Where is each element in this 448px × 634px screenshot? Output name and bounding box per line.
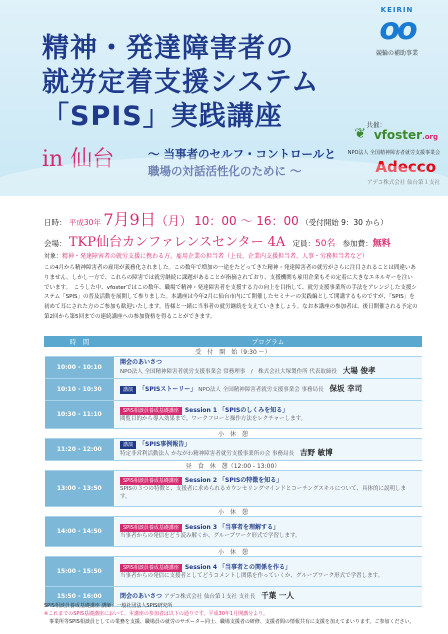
- session-2: SPIS相談員養成基礎講座 Session 2 「SPISの特徴を知る」 SPISの３つの特徴と、支援者に求められるカウンセリングマインドとコーチングスキルについて、具体的に説明します。: [115, 471, 422, 507]
- title-line-1: 精神・発達障害者の: [42, 33, 294, 64]
- program-table: [44, 336, 422, 607]
- event-time: 10：00 ～ 16：00: [194, 214, 299, 228]
- footer-note-1: ※これまでのSPIS基礎講座において、本講座の参加者は以下の通りです。平成30年1月開講分より。: [44, 611, 269, 617]
- keirin-sponsor: [356, 6, 438, 57]
- adecco-logo: Adecco: [375, 158, 436, 176]
- col-program: プログラム: [115, 337, 422, 347]
- table-row: 15:00 - 15:50 SPIS相談員養成基礎講座 Session 4 「当事者との関係を作る」 当事者からの発信に支援者としてどうコメントし関係を作っていくか、グループワーク形式で学習します。: [45, 557, 422, 587]
- location-title: in 仙台: [42, 147, 115, 172]
- reception-row: 受 付 開 始（9:30 ～）: [45, 347, 422, 357]
- vfoster-logo: vfoster.org: [373, 128, 438, 142]
- table-row: [45, 347, 422, 357]
- opening-item: 開会のあいさつ NPO法人 全国精神障害者就労支援事業会 常務理事 / 株式会社大塚製作所 代表取締役 大場 俊孝: [115, 357, 422, 379]
- event-venue-row: 会場： TKP仙台カンファレンスセンター 4A 定員：50名 参加費：無料: [44, 235, 391, 250]
- keirin-ring-icon: oo: [379, 12, 415, 47]
- subtitle-line-1: ～ 当事者のセルフ・コントロールと: [148, 147, 336, 161]
- table-row: 小 休 憩: [45, 507, 422, 517]
- adecco-caption: アデコ株式会社 仙台第１支社: [366, 180, 440, 186]
- col-time: 時 間: [45, 337, 115, 347]
- event-datetime: 日時： 平成30年 7月9日（月） 10：00 ～ 16：00 （受付開始 9：30 から）: [44, 210, 388, 229]
- table-row: 15:50 - 16:00 閉会のあいさつ アデコ株式会社 仙台第１支社 支社長 千葉 一人: [45, 587, 422, 607]
- table-row: 10:00 - 10:10 開会のあいさつ NPO法人 全国精神障害者就労支援事業会 常務理事 / 株式会社大塚製作所 代表取締役 大場 俊孝: [45, 357, 422, 379]
- keirin-caption: 競輪の補助事業: [375, 50, 418, 57]
- table-row: 14:00 - 14:50 SPIS相談員養成基礎講座 Session 3 「当事者を理解する」 当事者からの発信をどう読み解くか、グループワーク形式で学習します。: [45, 517, 422, 547]
- session-1: SPIS相談員養成基礎講座 Session 1 「SPISのしくみを知る」 閲覧目的から導入効果まで。ワークフローと操作方法をレクチャーします。: [115, 401, 422, 429]
- intro-text: この4月から精神障害者の雇用が義務化されました。この数年で増加の一途をたどってきた精神・発達障害者の就労がさらに注目されることは間違いありません。しかし一方で、これらの障害では就労継続に課題があることが指摘されており、支援機関も雇用企業もその定着に大きなエネルギーを注いでいます。 こうした中、vfosterではこの数年、職場で精神・発達障害者を支援する力の向上を目指して、就労支援事業所の手法をアレンジした支援システム「SPIS」の普及活動を展開して参りました。本講座は今年2月に仙台市内にて開催したセミナーの実践編として開講するものですが、「SPIS」を初めて耳にされた方のご参加も歓迎いたします。皆様と一緒に当事者の就労継続を支えていきましょう。なお本講座の参加者は、後日開催される予定の第2回から第5回までの連続講座への参加資格を得ることができます。: [44, 265, 418, 320]
- closing-item: 閉会のあいさつ アデコ株式会社 仙台第１支社 支社長 千葉 一人: [115, 587, 422, 607]
- footer-notes: [44, 602, 428, 626]
- table-row: 10:10 - 10:30 講演 「SPISストーリー」 NPO法人 全国精神障害者就労支援事業会 事務局長 保坂 幸司: [45, 379, 422, 401]
- keirin-logo: KEIRIN: [380, 6, 414, 14]
- event-venue: TKP仙台カンファレンスセンター 4A: [68, 235, 286, 250]
- session-4: SPIS相談員養成基礎講座 Session 4 「当事者との関係を作る」 当事者からの発信に支援者としてどうコメントし関係を作っていくか、グループワーク形式で学習します。: [115, 557, 422, 587]
- title-line-3: 「SPIS」実践講座: [42, 101, 283, 132]
- table-row: 小 休 憩: [45, 429, 422, 439]
- event-target: 対象：精神・発達障害者の就労支援に携わる方、雇用企業の担当者（上長、企業内支援担当者、人事・労務担当者など）: [44, 253, 369, 260]
- cosponsor-label: 共催：: [366, 121, 386, 129]
- subtitle-line-2: 職場の対話活性化のために ～: [148, 164, 302, 178]
- session-case-report: 講演 「SPIS事例報告」 特定非営利活動法人 かながわ精神障害者就労支援事業所の会 事務局長 吉野 敏博: [115, 439, 422, 461]
- program-header-row: [45, 337, 422, 347]
- session-3: SPIS相談員養成基礎講座 Session 3 「当事者を理解する」 当事者からの発信をどう読み解くか、グループワーク形式で学習します。: [115, 517, 422, 547]
- footer-note-2: 事業所等SPIS相談員としての業務を支援、職場員の就労のサポーター同士、職場支援者の研修、支援者間の情報共有に支援を加えてまいります。ご参加ください。: [44, 619, 415, 625]
- table-row: 10:30 - 11:10 SPIS相談員養成基礎講座 Session 1 「SPISのしくみを知る」 閲覧目的から導入効果まで。ワークフローと操作方法をレクチャーします。: [45, 401, 422, 429]
- session-spis-story: 講演 「SPISストーリー」 NPO法人 全国精神障害者就労支援事業会 事務局長 保坂 幸司: [115, 379, 422, 401]
- header-banner: [0, 0, 448, 196]
- table-row: 13:00 - 13:50 SPIS相談員養成基礎講座 Session 2 「SPISの特徴を知る」 SPISの３つの特徴と、支援者に求められるカウンセリングマインドとコーチングスキルについて、具体的に説明します。: [45, 471, 422, 507]
- footer-lecturer: SPIS相談員養成基礎講座 講師：一般社団法人SPIS研究所: [44, 603, 173, 609]
- table-row: 昼 食 休 憩（12:00 - 13:00）: [45, 461, 422, 471]
- vfoster-caption: NPO法人 全国精神障害者就労支援事業会: [347, 150, 440, 156]
- table-row: 小 休 憩: [45, 547, 422, 557]
- event-date: 7月9日: [103, 210, 156, 229]
- title-line-2: 就労定着支援システム: [42, 67, 320, 98]
- leaf-icon: ❦: [354, 126, 366, 142]
- table-row: 11:20 - 12:00 講演 「SPIS事例報告」 特定非営利活動法人 かながわ精神障害者就労支援事業所の会 事務局長 吉野 敏博: [45, 439, 422, 461]
